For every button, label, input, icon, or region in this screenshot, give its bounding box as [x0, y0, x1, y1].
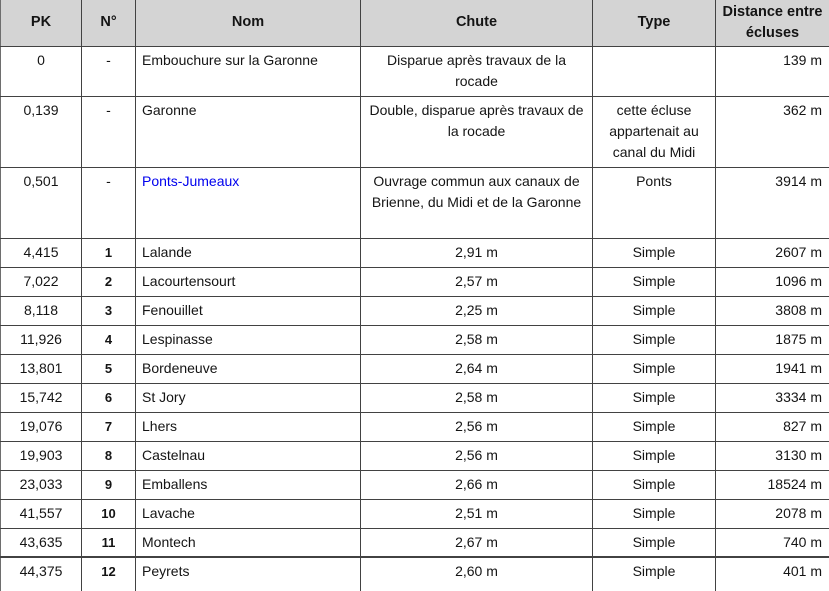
- cell-dist: 1875 m: [716, 325, 829, 354]
- cell-chute: 2,56 m: [361, 441, 593, 470]
- cell-type: Simple: [593, 354, 716, 383]
- cell-num: 1: [82, 238, 136, 267]
- cell-chute: 2,58 m: [361, 383, 593, 412]
- column-header-chute: Chute: [361, 0, 593, 46]
- cell-pk: 13,801: [1, 354, 82, 383]
- cell-nom: Garonne: [136, 96, 361, 167]
- table-row: [1, 499, 829, 528]
- cell-num: 10: [82, 499, 136, 528]
- column-header-nom: Nom: [136, 0, 361, 46]
- cell-pk: 19,903: [1, 441, 82, 470]
- cell-nom: Bordeneuve: [136, 354, 361, 383]
- cell-num: 8: [82, 441, 136, 470]
- table-row: [1, 383, 829, 412]
- cell-pk: 41,557: [1, 499, 82, 528]
- table-row: [1, 296, 829, 325]
- cell-type: Simple: [593, 441, 716, 470]
- cell-type: [593, 46, 716, 96]
- cell-num: 3: [82, 296, 136, 325]
- cell-pk: 0,501: [1, 167, 82, 238]
- table-row: [1, 167, 829, 238]
- table-row: [1, 238, 829, 267]
- cell-nom: Lacourtensourt: [136, 267, 361, 296]
- cell-num: 4: [82, 325, 136, 354]
- cell-nom: Embouchure sur la Garonne: [136, 46, 361, 96]
- table-row: [1, 470, 829, 499]
- cell-chute: 2,66 m: [361, 470, 593, 499]
- cell-nom: Montech: [136, 528, 361, 557]
- cell-dist: 2078 m: [716, 499, 829, 528]
- cell-type: Simple: [593, 528, 716, 557]
- cell-nom: Emballens: [136, 470, 361, 499]
- cell-num: 12: [82, 557, 136, 591]
- table-row: [1, 96, 829, 167]
- cell-chute: 2,51 m: [361, 499, 593, 528]
- column-header-pk: PK: [1, 0, 82, 46]
- cell-num: -: [82, 167, 136, 238]
- cell-num: 11: [82, 528, 136, 557]
- column-header-type: Type: [593, 0, 716, 46]
- ponts-jumeaux-link[interactable]: Ponts-Jumeaux: [142, 172, 240, 189]
- table-row: [1, 46, 829, 96]
- cell-type: Simple: [593, 296, 716, 325]
- cell-pk: 8,118: [1, 296, 82, 325]
- cell-chute: Disparue après travaux de la rocade: [361, 46, 593, 96]
- cell-dist: 3334 m: [716, 383, 829, 412]
- cell-nom: Castelnau: [136, 441, 361, 470]
- cell-type: Simple: [593, 499, 716, 528]
- table-row: [1, 412, 829, 441]
- cell-pk: 11,926: [1, 325, 82, 354]
- cell-type: Simple: [593, 325, 716, 354]
- table-row: [1, 267, 829, 296]
- cell-num: 2: [82, 267, 136, 296]
- cell-dist: 1096 m: [716, 267, 829, 296]
- cell-pk: 15,742: [1, 383, 82, 412]
- cell-pk: 44,375: [1, 557, 82, 591]
- cell-type: Simple: [593, 238, 716, 267]
- table-row: [1, 354, 829, 383]
- cell-num: 7: [82, 412, 136, 441]
- cell-type: Ponts: [593, 167, 716, 238]
- cell-type: Simple: [593, 267, 716, 296]
- cell-type: Simple: [593, 412, 716, 441]
- cell-dist: 401 m: [716, 557, 829, 591]
- cell-type: Simple: [593, 470, 716, 499]
- table-row: [1, 441, 829, 470]
- cell-chute: 2,25 m: [361, 296, 593, 325]
- cell-chute: 2,57 m: [361, 267, 593, 296]
- table-row: [1, 325, 829, 354]
- column-header-num: N°: [82, 0, 136, 46]
- table-row: [1, 528, 829, 557]
- cell-dist: 3914 m: [716, 167, 829, 238]
- cell-num: 5: [82, 354, 136, 383]
- cell-dist: 3808 m: [716, 296, 829, 325]
- cell-nom: Lespinasse: [136, 325, 361, 354]
- cell-pk: 23,033: [1, 470, 82, 499]
- cell-nom: Lhers: [136, 412, 361, 441]
- cell-chute: 2,60 m: [361, 557, 593, 591]
- header-row: [1, 0, 829, 46]
- cell-nom: Lalande: [136, 238, 361, 267]
- cell-type: cette écluse appartenait au canal du Midi: [593, 96, 716, 167]
- cell-dist: 740 m: [716, 528, 829, 557]
- cell-pk: 7,022: [1, 267, 82, 296]
- cell-num: -: [82, 46, 136, 96]
- table-row: [1, 557, 829, 591]
- cell-type: Simple: [593, 557, 716, 591]
- cell-nom: [136, 167, 361, 238]
- cell-chute: 2,56 m: [361, 412, 593, 441]
- cell-chute: 2,67 m: [361, 528, 593, 557]
- cell-dist: 2607 m: [716, 238, 829, 267]
- cell-pk: 4,415: [1, 238, 82, 267]
- cell-nom: Peyrets: [136, 557, 361, 591]
- cell-type: Simple: [593, 383, 716, 412]
- cell-num: -: [82, 96, 136, 167]
- cell-dist: 1941 m: [716, 354, 829, 383]
- cell-pk: 0: [1, 46, 82, 96]
- table-header: [1, 0, 829, 46]
- cell-chute: 2,64 m: [361, 354, 593, 383]
- cell-num: 9: [82, 470, 136, 499]
- cell-num: 6: [82, 383, 136, 412]
- cell-nom: St Jory: [136, 383, 361, 412]
- cell-dist: 827 m: [716, 412, 829, 441]
- cell-chute: 2,91 m: [361, 238, 593, 267]
- cell-dist: 18524 m: [716, 470, 829, 499]
- cell-dist: 139 m: [716, 46, 829, 96]
- cell-nom: Lavache: [136, 499, 361, 528]
- cell-chute: 2,58 m: [361, 325, 593, 354]
- column-header-distance: Distance entre écluses: [716, 0, 829, 46]
- table-body: [1, 46, 829, 591]
- cell-chute: Double, disparue après travaux de la rocade: [361, 96, 593, 167]
- cell-nom: Fenouillet: [136, 296, 361, 325]
- cell-pk: 43,635: [1, 528, 82, 557]
- cell-pk: 0,139: [1, 96, 82, 167]
- cell-dist: 362 m: [716, 96, 829, 167]
- cell-dist: 3130 m: [716, 441, 829, 470]
- cell-chute: Ouvrage commun aux canaux de Brienne, du Midi et de la Garonne: [361, 167, 593, 238]
- cell-pk: 19,076: [1, 412, 82, 441]
